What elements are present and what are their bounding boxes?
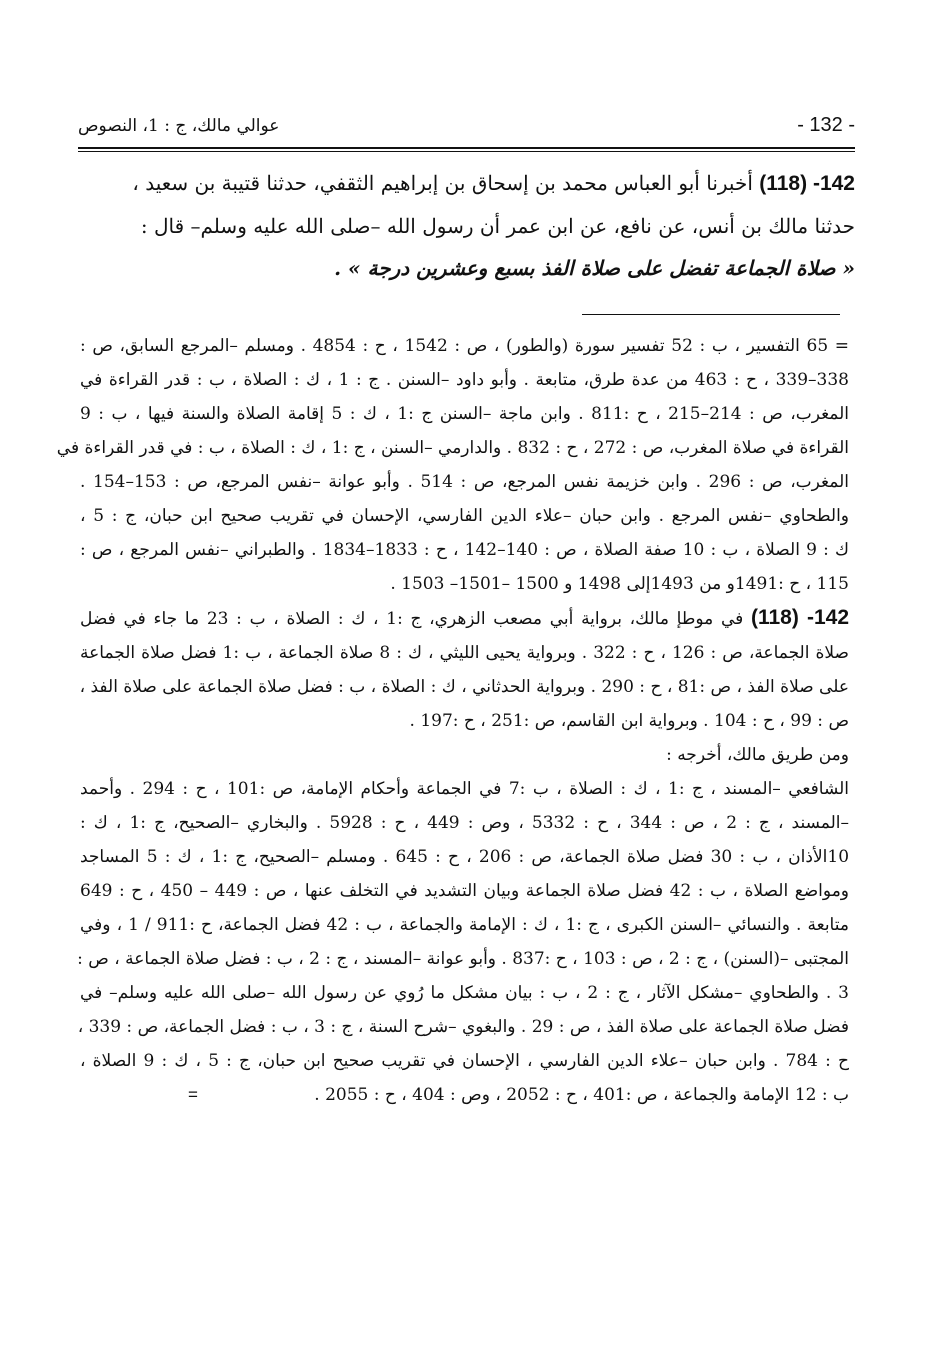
running-header — [78, 112, 855, 142]
footnote-line: القراءة في صلاة المغرب، ص : 272 ، ح : 832 . والدارمي –السنن ، ج :1 ، ك : الصلاة ، ب : في قدر القراءة في — [56, 438, 849, 458]
footnote-line: = 65 التفسير ، ب : 52 تفسير سورة (والطور) ، ص : 1542 ، ح : 4854 . ومسلم –المرجع السابق، ص : — [80, 336, 850, 356]
footnote-line: صلاة الجماعة، ص : 126 ، ح : 322 . وبرواية يحيى الليثي ، ك : 8 صلاة الجماعة ، ب :1 فضل صلاة الجماعة — [80, 643, 849, 663]
hadith-line-1-text: أخبرنا أبو العباس محمد بن إسحاق بن إبراهيم الثقفي، حدثنا قتيبة بن سعيد ، — [132, 171, 753, 195]
footnote-line: ومواضع الصلاة ، ب : 42 فضل صلاة الجماعة وبيان التشديد في التخلف عنها ، ص : 449 – 450 ، ح : 649 — [80, 881, 850, 901]
second-note-first-line: في موطإ مالك، برواية أبي مصعب الزهري، ج :1 ، ك : الصلاة ، ب : 23 ما جاء في فضل — [80, 609, 744, 629]
footnote-line: المجتبى –(السنن) ، ج : 2 ، ص : 103 ، ح :837 . وأبو عوانة –المسند ، ج : 2 ، ب : فضل صلاة الجماعة ، ص : — [77, 949, 849, 969]
footnote-line: والطحاوي –نفس المرجع . وابن حبان –علاء الدين الفارسي، الإحسان في تقريب صحيح ابن حبان، ج : 5 ، — [80, 506, 850, 526]
footnote-line: –المسند ، ج : 2 ، ص : 344 ، ح : 5332 ، وص : 449 ، ح : 5928 . والبخاري –الصحيح، ج :1 ، ك : — [80, 813, 849, 833]
footnote-divider — [582, 314, 840, 315]
malik-route-subheading: ومن طريق مالك، أخرجه : — [666, 745, 849, 765]
footnote-line: ح : 784 . وابن حبان –علاء الدين الفارسي ، الإحسان في تقريب صحيح ابن حبان، ج : 5 ، ك : 9 الصلاة ، — [80, 1051, 849, 1071]
footnote-line: 10الأذان ، ب : 30 فضل صلاة الجماعة، ص : 206 ، ح : 645 . ومسلم –الصحيح، ج :1 ، ك : 5 المساجد — [80, 847, 850, 867]
footnote-line: المغرب، ص : 296 . وابن خزيمة نفس المرجع، ص : 514 . وأبو عوانة –نفس المرجع، ص : 153–154 . — [80, 472, 849, 492]
hadith-number: 142- (118) — [759, 172, 855, 195]
footnote-line: على صلاة الفذ ، ص :81 ، ح : 290 . وبرواية الحدثاني ، ك : الصلاة ، ب : فضل صلاة الجماعة على صلاة الفذ ، — [79, 677, 849, 697]
page-number: - 132 - — [797, 114, 855, 136]
footnote-line: ك : 9 الصلاة ، ب : 10 صفة الصلاة ، ص : 140–142 ، ح : 1833–1834 . والطبراني –نفس المرجع ، ص : — [80, 540, 849, 560]
second-note-number: 142- (118) — [750, 606, 850, 629]
footnote-line: متابعة . والنسائي –السنن الكبرى ، ج :1 ، ك : الإمامة والجماعة ، ب : 42 فضل الجماعة، ح :911 / 1 ، وفي — [80, 915, 849, 935]
hadith-line-2: حدثنا مالك بن أنس، عن نافع، عن ابن عمر أن رسول الله –صلى الله عليه وسلم– قال : — [140, 214, 855, 238]
book-header-title: عوالي مالك، ج : 1، النصوص — [78, 116, 280, 136]
footnote-last-line-text: ب : 12 الإمامة والجماعة ، ص :401 ، ح : 2052 ، وص : 404 ، ح : 2055 . — [314, 1085, 849, 1105]
footnote-line: المغرب، ص : 214–215 ، ح :811 . وابن ماجة –السنن ج :1 ، ك : 5 إقامة الصلاة والسنة فيها ، ب : 9 — [80, 404, 850, 424]
footnote-last-line — [80, 1078, 849, 1112]
footnotes — [56, 329, 850, 1112]
header-divider — [78, 147, 855, 152]
main-hadith-text — [92, 162, 855, 289]
hadith-line-1 — [92, 162, 855, 205]
second-note-heading-line — [80, 601, 849, 636]
continuation-mark: = — [188, 1085, 198, 1104]
footnote-line: ص : 99 ، ح : 104 . وبرواية ابن القاسم، ص :251 ، ح :197 . — [409, 711, 849, 731]
footnote-line: فضل صلاة الجماعة على صلاة الفذ ، ص : 29 . والبغوي –شرح السنة ، ج : 3 ، ب : فضل الجماعة، ص : 339 ، — [77, 1017, 849, 1037]
hadith-quote: « صلاة الجماعة تفضل على صلاة الفذ بسبع وعشرين درجة » . — [334, 256, 855, 280]
footnote-line: 338–339 ، ح : 463 من عدة طرق، متابعة . وأبو داود –السنن . ج : 1 ، ك : الصلاة ، ب : قدر القراءة في — [80, 370, 849, 390]
footnote-line: 115 ، ح :1491و من 1493إلى 1498 و 1500 –1501– 1503 . — [390, 574, 849, 594]
footnote-line: 3 . والطحاوي –مشكل الآثار ، ج : 2 ، ب : بيان مشكل ما رُوي عن رسول الله –صلى الله عليه وسلم– في — [80, 983, 849, 1003]
footnote-line: الشافعي –المسند ، ج :1 ، ك : الصلاة ، ب :7 في الجماعة وأحكام الإمامة، ص :101 ، ح : 294 . وأحمد — [80, 779, 850, 799]
